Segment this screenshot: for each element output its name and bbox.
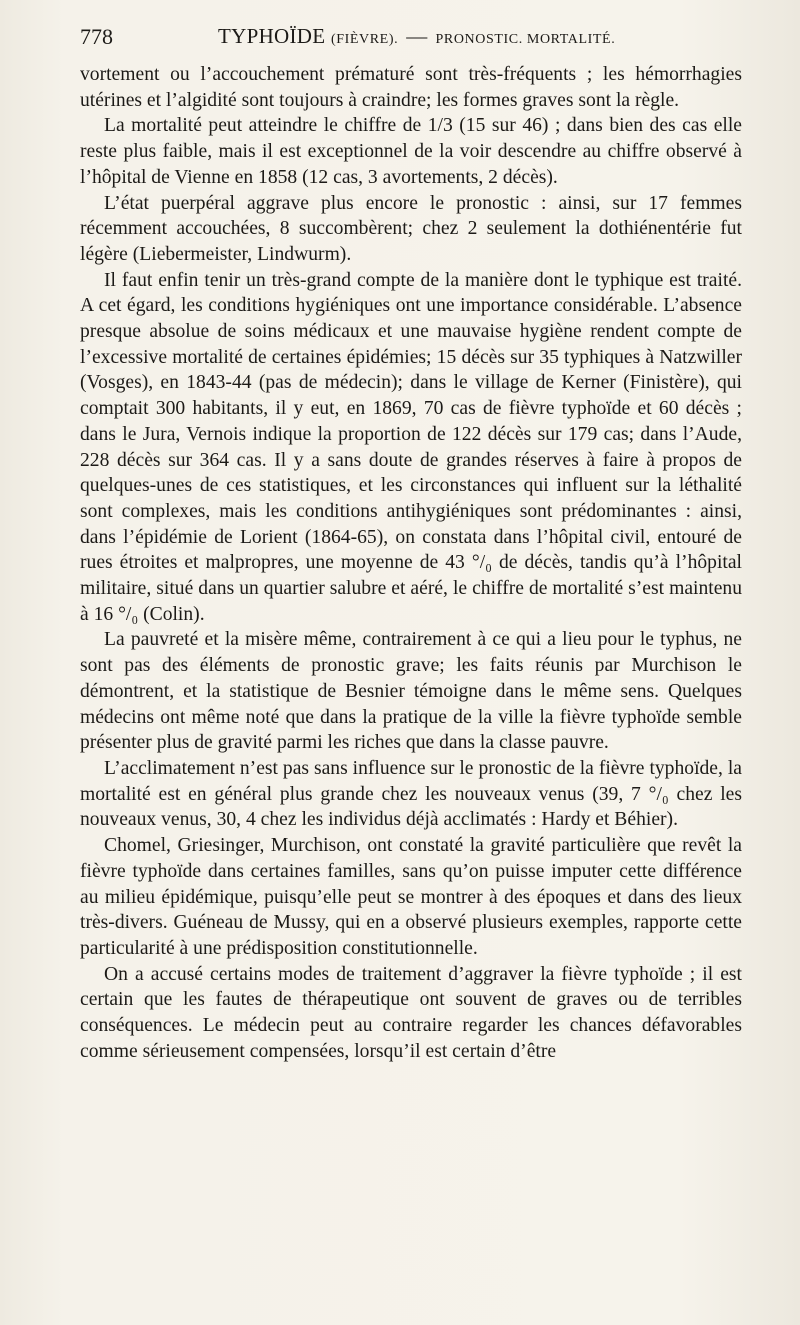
running-head-subtitle: (FIÈVRE). bbox=[330, 32, 399, 47]
page-header bbox=[80, 24, 750, 58]
paragraph-continuation: vortement ou l’accouchement prématuré sont très-fréquents ; les hémorrhagies utérines et l’algidité sont toujours à craindre; les formes graves sont la règle. bbox=[80, 64, 742, 111]
paragraph-acclimatization: L’acclimatement n’est pas sans influence sur le pronostic de la fièvre typhoïde, la mortalité est en général plus grande chez les nouveaux venus (39, 7 °/₀ chez les nouveaux venus, 30, 4 chez les individus déjà acclimatés : Hardy et Béhier). bbox=[80, 757, 742, 831]
paragraph-poverty: La pauvreté et la misère même, contrairement à ce qui a lieu pour le typhus, ne sont pas des éléments de pronostic grave; les faits réunis par Murchison le démontrent, et la statistique de Besnier témoigne dans le même sens. Quelques médecins ont même noté que dans la pratique de la ville la fièvre typhoïde semble présenter plus de gravité parmi les riches que dans la classe pauvre. bbox=[80, 629, 742, 754]
body-text bbox=[80, 62, 742, 1064]
paragraph-hygiene: Il faut enfin tenir un très-grand compte de la manière dont le typhique est traité. A cet égard, les conditions hygiéniques ont une importance considérable. L’absence presque absolue de soins médicaux et une mauvaise hygiène rendent compte de l’excessive mortalité de certaines épidémies; 15 décès sur 35 typhiques à Natzwiller (Vosges), en 1843-44 (pas de médecin); dans le village de Kerner (Finistère), qui comptait 300 habitants, il y eut, en 1869, 70 cas de fièvre typhoïde et 60 décès ; dans le Jura, Vernois indique la proportion de 122 décès sur 179 cas; dans l’Aude, 228 décès sur 364 cas. Il y a sans doute de grandes réserves à faire à propos de quelques-unes de ces statistiques, et les circonstances qui influent sur la léthalité sont complexes, mais les conditions antihygiéniques sont prédominantes : ainsi, dans l’épidémie de Lorient (1864-65), on constata dans l’hôpital civil, entouré de rues étroites et malpropres, une moyenne de 43 °/₀ de décès, tandis qu’à l’hôpital militaire, situé dans un quartier salubre et aéré, le chiffre de mortalité s’est maintenu à 16 °/₀ (Colin). bbox=[80, 269, 742, 625]
running-head bbox=[218, 24, 615, 49]
running-head-section: PRONOSTIC. MORTALITÉ. bbox=[435, 32, 616, 47]
page-number: 778 bbox=[80, 24, 113, 49]
paragraph-puerperal: L’état puerpéral aggrave plus encore le pronostic : ainsi, sur 17 femmes récemment accouchées, 8 succombèrent; chez 2 seulement la dothiénentérie fut légère (Liebermeister, Lindwurm). bbox=[80, 192, 742, 265]
running-head-separator: — bbox=[406, 24, 428, 48]
paragraph-families: Chomel, Griesinger, Murchison, ont constaté la gravité particulière que revêt la fièvre typhoïde dans certaines familles, sans qu’on puisse imputer cette différence au milieu épidémique, puisqu’elle peut se montrer à des époques et dans des lieux très-divers. Guéneau de Mussy, qui en a observé plusieurs exemples, rapporte cette particularité à une prédisposition constitutionnelle. bbox=[80, 835, 742, 959]
paragraph-treatment: On a accusé certains modes de traitement d’aggraver la fièvre typhoïde ; il est certain que les fautes de thérapeutique ont souvent de graves ou de terribles conséquences. Le médecin peut au contraire regarder les chances défavorables comme sérieusement compensées, lorsqu’il est certain d’être bbox=[80, 963, 742, 1062]
paragraph-mortality: La mortalité peut atteindre le chiffre de 1/3 (15 sur 46) ; dans bien des cas elle reste plus faible, mais il est exceptionnel de la voir descendre au chiffre observé à l’hôpital de Vienne en 1858 (12 cas, 3 avortements, 2 décès). bbox=[80, 115, 742, 188]
running-head-title: TYPHOÏDE bbox=[218, 24, 326, 48]
